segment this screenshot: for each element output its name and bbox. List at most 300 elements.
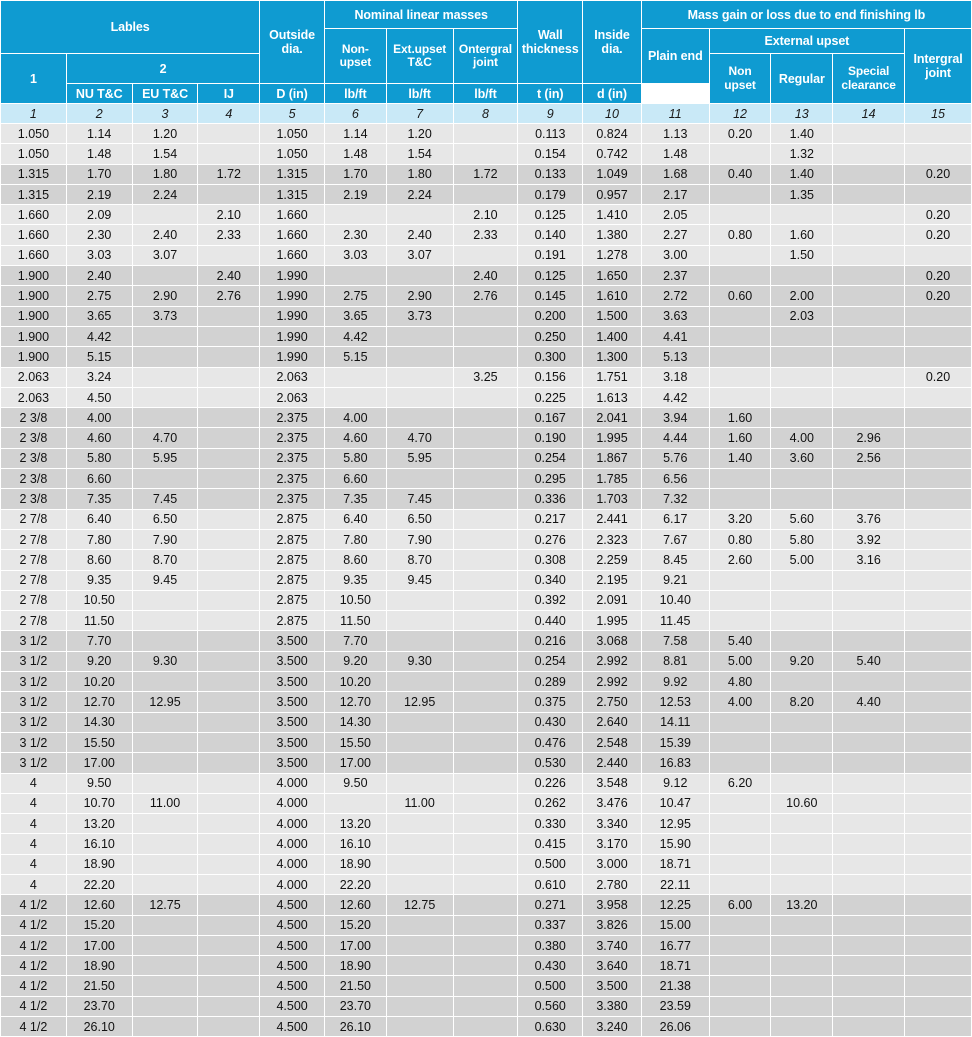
cell-c11: 12.25 [642, 895, 709, 914]
cell-c6: 12.60 [325, 895, 386, 914]
cell-c3: 2.40 [133, 225, 198, 244]
cell-c6: 17.00 [325, 753, 386, 772]
cell-c15 [905, 124, 971, 143]
header-regular: Regular [771, 54, 832, 103]
cell-c8 [454, 550, 518, 569]
cell-c7 [387, 976, 453, 995]
cell-c7 [387, 733, 453, 752]
cell-c2: 6.60 [67, 469, 132, 488]
cell-c15 [905, 144, 971, 163]
cell-c15 [905, 246, 971, 265]
cell-c1: 4 [1, 855, 66, 874]
cell-c3 [133, 774, 198, 793]
table-row [1, 936, 971, 955]
cell-c14 [833, 347, 904, 366]
cell-c13 [771, 814, 832, 833]
cell-c7: 1.20 [387, 124, 453, 143]
cell-c10: 1.049 [583, 165, 641, 184]
cell-c10: 3.740 [583, 936, 641, 955]
cell-c13 [771, 408, 832, 427]
cell-c9: 0.254 [518, 652, 582, 671]
cell-c14 [833, 571, 904, 590]
cell-c11: 9.21 [642, 571, 709, 590]
table-row [1, 225, 971, 244]
cell-c2: 2.75 [67, 286, 132, 305]
cell-c3 [133, 266, 198, 285]
cell-c7 [387, 753, 453, 772]
cell-c9: 0.295 [518, 469, 582, 488]
cell-c12 [710, 469, 771, 488]
cell-c5: 1.990 [260, 347, 324, 366]
cell-c7 [387, 875, 453, 894]
cell-c9: 0.262 [518, 794, 582, 813]
cell-c13 [771, 631, 832, 650]
cell-c7: 9.30 [387, 652, 453, 671]
cell-c2: 2.19 [67, 185, 132, 204]
cell-c7 [387, 631, 453, 650]
cell-c4 [198, 794, 259, 813]
cell-c7: 3.07 [387, 246, 453, 265]
cell-c10: 1.400 [583, 327, 641, 346]
cell-c13 [771, 469, 832, 488]
table-row [1, 895, 971, 914]
cell-c8 [454, 185, 518, 204]
cell-c5: 1.050 [260, 124, 324, 143]
cell-c10: 2.440 [583, 753, 641, 772]
cell-c4 [198, 489, 259, 508]
cell-c2: 1.70 [67, 165, 132, 184]
cell-c10: 3.476 [583, 794, 641, 813]
cell-c13 [771, 875, 832, 894]
cell-c2: 7.80 [67, 530, 132, 549]
header-intergral-line2: joint [925, 66, 951, 80]
cell-c11: 7.32 [642, 489, 709, 508]
cell-c11: 15.00 [642, 916, 709, 935]
header-unit-nu-tc: NU T&C [67, 84, 132, 103]
cell-c14 [833, 774, 904, 793]
cell-c9: 0.630 [518, 1017, 582, 1036]
cell-c14 [833, 591, 904, 610]
cell-c10: 0.742 [583, 144, 641, 163]
cell-c10: 2.780 [583, 875, 641, 894]
cell-c8 [454, 428, 518, 447]
cell-c7: 4.70 [387, 428, 453, 447]
cell-c3 [133, 997, 198, 1016]
cell-c3 [133, 916, 198, 935]
cell-c1: 2 3/8 [1, 469, 66, 488]
cell-c13 [771, 976, 832, 995]
cell-c15 [905, 185, 971, 204]
column-index-8: 8 [454, 104, 518, 123]
cell-c3 [133, 591, 198, 610]
cell-c3: 8.70 [133, 550, 198, 569]
cell-c6: 4.00 [325, 408, 386, 427]
cell-c10: 2.992 [583, 672, 641, 691]
cell-c13 [771, 936, 832, 955]
cell-c1: 2.063 [1, 388, 66, 407]
header-nonupset-u-line2: upset [724, 77, 756, 92]
cell-c6: 3.65 [325, 307, 386, 326]
cell-c2: 23.70 [67, 997, 132, 1016]
cell-c12 [710, 246, 771, 265]
cell-c1: 4 [1, 814, 66, 833]
column-index-11: 11 [642, 104, 709, 123]
cell-c12 [710, 1017, 771, 1036]
cell-c11: 1.68 [642, 165, 709, 184]
cell-c13 [771, 753, 832, 772]
cell-c4: 2.76 [198, 286, 259, 305]
header-unit-outside-dia: D (in) [260, 84, 324, 103]
table-row [1, 347, 971, 366]
cell-c9: 0.217 [518, 510, 582, 529]
cell-c14 [833, 205, 904, 224]
cell-c9: 0.308 [518, 550, 582, 569]
cell-c4 [198, 388, 259, 407]
cell-c12 [710, 571, 771, 590]
cell-c3: 9.30 [133, 652, 198, 671]
cell-c5: 4.000 [260, 855, 324, 874]
header-external-upset: External upset [710, 29, 904, 53]
cell-c14 [833, 895, 904, 914]
cell-c2: 4.50 [67, 388, 132, 407]
table-row [1, 286, 971, 305]
cell-c4 [198, 550, 259, 569]
cell-c9: 0.216 [518, 631, 582, 650]
cell-c6 [325, 794, 386, 813]
header-lables-col1: 1 [1, 54, 66, 103]
cell-c14 [833, 834, 904, 853]
cell-c12 [710, 834, 771, 853]
cell-c3: 1.54 [133, 144, 198, 163]
header-non-upset [325, 29, 386, 83]
cell-c6: 15.20 [325, 916, 386, 935]
cell-c1: 2 7/8 [1, 611, 66, 630]
cell-c12 [710, 855, 771, 874]
cell-c2: 18.90 [67, 855, 132, 874]
cell-c10: 1.300 [583, 347, 641, 366]
cell-c5: 2.875 [260, 530, 324, 549]
cell-c15 [905, 449, 971, 468]
cell-c14 [833, 144, 904, 163]
cell-c7: 6.50 [387, 510, 453, 529]
cell-c10: 1.867 [583, 449, 641, 468]
cell-c12 [710, 388, 771, 407]
cell-c15 [905, 875, 971, 894]
cell-c1: 4 1/2 [1, 997, 66, 1016]
cell-c5: 3.500 [260, 692, 324, 711]
cell-c4 [198, 185, 259, 204]
cell-c12 [710, 916, 771, 935]
cell-c8: 3.25 [454, 368, 518, 387]
cell-c2: 2.09 [67, 205, 132, 224]
cell-c15 [905, 388, 971, 407]
cell-c8 [454, 510, 518, 529]
cell-c4 [198, 692, 259, 711]
cell-c11: 8.81 [642, 652, 709, 671]
cell-c5: 2.375 [260, 489, 324, 508]
cell-c2: 22.20 [67, 875, 132, 894]
cell-c2: 5.15 [67, 347, 132, 366]
cell-c7: 1.54 [387, 144, 453, 163]
cell-c6: 11.50 [325, 611, 386, 630]
header-unit-ontergral-lbft: lb/ft [454, 84, 518, 103]
cell-c4 [198, 956, 259, 975]
cell-c5: 1.990 [260, 307, 324, 326]
cell-c3: 7.90 [133, 530, 198, 549]
cell-c4 [198, 753, 259, 772]
header-unit-extupset-lbft: lb/ft [387, 84, 453, 103]
table-row [1, 956, 971, 975]
cell-c1: 2 3/8 [1, 449, 66, 468]
cell-c6: 7.80 [325, 530, 386, 549]
cell-c5: 2.375 [260, 449, 324, 468]
cell-c3 [133, 936, 198, 955]
cell-c5: 2.063 [260, 368, 324, 387]
cell-c14: 3.16 [833, 550, 904, 569]
cell-c12: 1.60 [710, 428, 771, 447]
cell-c15 [905, 550, 971, 569]
cell-c3 [133, 611, 198, 630]
cell-c9: 0.560 [518, 997, 582, 1016]
column-index-6: 6 [325, 104, 386, 123]
cell-c7: 1.80 [387, 165, 453, 184]
cell-c13 [771, 347, 832, 366]
cell-c2: 5.80 [67, 449, 132, 468]
cell-c1: 4 1/2 [1, 895, 66, 914]
cell-c14 [833, 327, 904, 346]
cell-c6: 10.50 [325, 591, 386, 610]
cell-c7: 3.73 [387, 307, 453, 326]
cell-c9: 0.125 [518, 266, 582, 285]
cell-c12: 6.20 [710, 774, 771, 793]
cell-c4 [198, 591, 259, 610]
cell-c12 [710, 997, 771, 1016]
cell-c10: 1.278 [583, 246, 641, 265]
cell-c14 [833, 794, 904, 813]
cell-c9: 0.140 [518, 225, 582, 244]
cell-c4 [198, 307, 259, 326]
cell-c4 [198, 997, 259, 1016]
cell-c13: 4.00 [771, 428, 832, 447]
cell-c8 [454, 794, 518, 813]
cell-c15 [905, 997, 971, 1016]
cell-c6: 26.10 [325, 1017, 386, 1036]
cell-c7 [387, 774, 453, 793]
cell-c11: 16.77 [642, 936, 709, 955]
cell-c1: 2 7/8 [1, 591, 66, 610]
cell-c13: 1.40 [771, 124, 832, 143]
cell-c12 [710, 591, 771, 610]
cell-c4 [198, 428, 259, 447]
cell-c15 [905, 794, 971, 813]
cell-c10: 1.500 [583, 307, 641, 326]
cell-c4 [198, 774, 259, 793]
cell-c10: 1.785 [583, 469, 641, 488]
cell-c2: 4.60 [67, 428, 132, 447]
cell-c8 [454, 571, 518, 590]
cell-c12: 4.00 [710, 692, 771, 711]
cell-c2: 15.50 [67, 733, 132, 752]
cell-c1: 4 1/2 [1, 956, 66, 975]
cell-c13: 1.35 [771, 185, 832, 204]
header-nominal-linear-masses: Nominal linear masses [325, 1, 517, 28]
cell-c4 [198, 449, 259, 468]
cell-c12 [710, 327, 771, 346]
table-row [1, 307, 971, 326]
cell-c14 [833, 672, 904, 691]
cell-c13: 9.20 [771, 652, 832, 671]
cell-c13: 3.60 [771, 449, 832, 468]
cell-c4 [198, 672, 259, 691]
cell-c3: 4.70 [133, 428, 198, 447]
cell-c15 [905, 652, 971, 671]
cell-c10: 3.958 [583, 895, 641, 914]
column-index-10: 10 [583, 104, 641, 123]
cell-c14: 4.40 [833, 692, 904, 711]
header-unit-inside-dia: d (in) [583, 84, 641, 103]
cell-c14 [833, 388, 904, 407]
cell-c11: 7.58 [642, 631, 709, 650]
cell-c15: 0.20 [905, 266, 971, 285]
cell-c1: 1.900 [1, 266, 66, 285]
table-row [1, 875, 971, 894]
cell-c4 [198, 855, 259, 874]
table-row [1, 672, 971, 691]
cell-c8 [454, 976, 518, 995]
cell-c9: 0.200 [518, 307, 582, 326]
cell-c12: 0.80 [710, 225, 771, 244]
cell-c3: 3.73 [133, 307, 198, 326]
cell-c2: 21.50 [67, 976, 132, 995]
cell-c1: 1.660 [1, 205, 66, 224]
table-row [1, 1017, 971, 1036]
cell-c11: 9.12 [642, 774, 709, 793]
cell-c14 [833, 814, 904, 833]
cell-c10: 3.240 [583, 1017, 641, 1036]
cell-c12: 0.80 [710, 530, 771, 549]
cell-c8 [454, 713, 518, 732]
cell-c2: 10.50 [67, 591, 132, 610]
cell-c6: 1.48 [325, 144, 386, 163]
cell-c4 [198, 834, 259, 853]
cell-c8 [454, 388, 518, 407]
cell-c6 [325, 388, 386, 407]
cell-c12: 1.60 [710, 408, 771, 427]
cell-c13: 8.20 [771, 692, 832, 711]
cell-c5: 1.660 [260, 205, 324, 224]
table-row [1, 205, 971, 224]
cell-c2: 9.20 [67, 652, 132, 671]
header-unit-wall-thickness: t (in) [518, 84, 582, 103]
cell-c13: 1.40 [771, 165, 832, 184]
cell-c3: 2.24 [133, 185, 198, 204]
cell-c5: 1.660 [260, 246, 324, 265]
cell-c8: 2.40 [454, 266, 518, 285]
cell-c6: 9.35 [325, 571, 386, 590]
column-index-1: 1 [1, 104, 66, 123]
cell-c5: 4.000 [260, 834, 324, 853]
cell-c10: 2.259 [583, 550, 641, 569]
cell-c13 [771, 368, 832, 387]
cell-c8 [454, 631, 518, 650]
cell-c6: 5.15 [325, 347, 386, 366]
table-row [1, 834, 971, 853]
table-row [1, 327, 971, 346]
cell-c12 [710, 794, 771, 813]
cell-c4 [198, 144, 259, 163]
header-plain-end: Plain end [642, 29, 709, 83]
cell-c8 [454, 530, 518, 549]
cell-c11: 26.06 [642, 1017, 709, 1036]
cell-c8 [454, 814, 518, 833]
cell-c15 [905, 692, 971, 711]
cell-c4 [198, 631, 259, 650]
cell-c1: 1.900 [1, 327, 66, 346]
cell-c1: 1.315 [1, 165, 66, 184]
cell-c3: 9.45 [133, 571, 198, 590]
cell-c9: 0.225 [518, 388, 582, 407]
cell-c9: 0.254 [518, 449, 582, 468]
cell-c3: 1.80 [133, 165, 198, 184]
table-row [1, 591, 971, 610]
cell-c13: 13.20 [771, 895, 832, 914]
cell-c3 [133, 956, 198, 975]
cell-c4 [198, 124, 259, 143]
cell-c13 [771, 855, 832, 874]
cell-c9: 0.276 [518, 530, 582, 549]
cell-c10: 1.613 [583, 388, 641, 407]
cell-c12 [710, 733, 771, 752]
cell-c11: 3.18 [642, 368, 709, 387]
cell-c3 [133, 1017, 198, 1036]
cell-c15: 0.20 [905, 286, 971, 305]
cell-c6: 7.70 [325, 631, 386, 650]
cell-c5: 3.500 [260, 631, 324, 650]
cell-c13 [771, 713, 832, 732]
cell-c6: 9.20 [325, 652, 386, 671]
cell-c11: 16.83 [642, 753, 709, 772]
cell-c3 [133, 469, 198, 488]
header-outside-dia-line1: Outside [269, 28, 315, 42]
cell-c3: 3.07 [133, 246, 198, 265]
cell-c3 [133, 408, 198, 427]
cell-c14 [833, 611, 904, 630]
cell-c11: 10.47 [642, 794, 709, 813]
cell-c5: 4.500 [260, 936, 324, 955]
table-row [1, 185, 971, 204]
cell-c4 [198, 652, 259, 671]
cell-c15: 0.20 [905, 368, 971, 387]
cell-c12: 4.80 [710, 672, 771, 691]
cell-c15 [905, 733, 971, 752]
cell-c11: 2.27 [642, 225, 709, 244]
cell-c1: 3 1/2 [1, 733, 66, 752]
cell-c8 [454, 834, 518, 853]
cell-c15 [905, 895, 971, 914]
table-row [1, 550, 971, 569]
cell-c2: 7.35 [67, 489, 132, 508]
cell-c12 [710, 713, 771, 732]
table-row [1, 997, 971, 1016]
cell-c9: 0.179 [518, 185, 582, 204]
cell-c11: 2.72 [642, 286, 709, 305]
cell-c4: 2.10 [198, 205, 259, 224]
cell-c6: 18.90 [325, 855, 386, 874]
cell-c7: 5.95 [387, 449, 453, 468]
cell-c8 [454, 997, 518, 1016]
cell-c2: 14.30 [67, 713, 132, 732]
cell-c5: 1.050 [260, 144, 324, 163]
